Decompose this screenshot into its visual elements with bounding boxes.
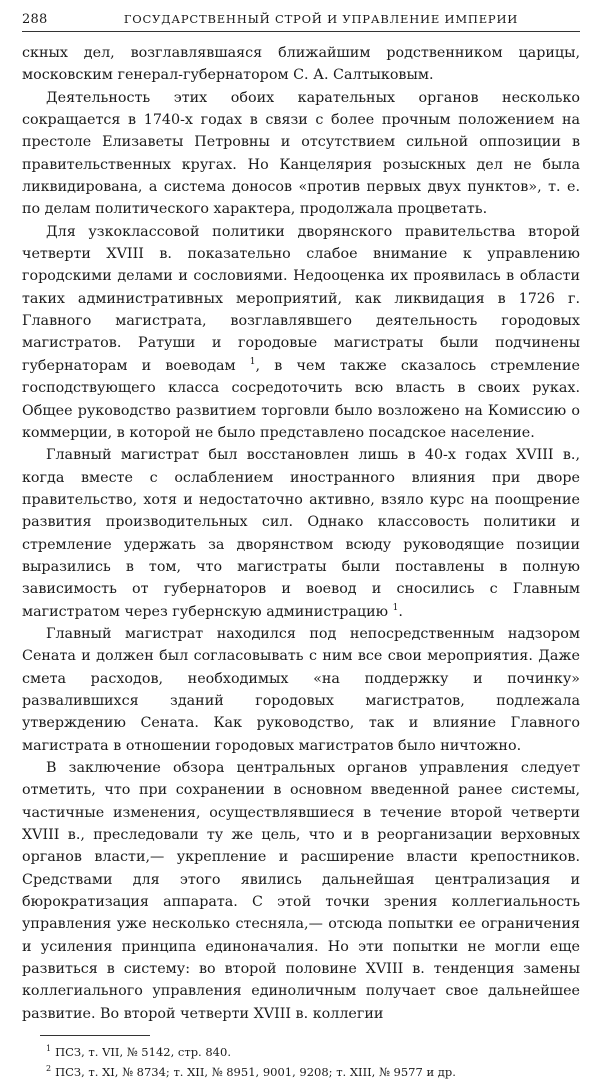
paragraph: В заключение обзора центральных органов управления следует отметить, что при сохранении в основном введенной ранее системы, частичные изменения, осуществлявшиеся в течение второй четверти XVIII в., преследовали ту же цель, что и в реорганизации верховных органов власти,— укрепление и расширение власти крепостников. Средствами для этого явились дальнейшая централизация и бюрократизация аппарата. С этой точки зрения коллегиальность управления уже несколько стесняла,— отсюда попытки ее ограничения и усиления принципа единоначалия. Но эти попытки не могли еще развиться в систему: во второй половине XVIII в. тенденция замены коллегиального управления единоличным получает свое дальнейшее развитие. Во второй четверти XVIII в. коллегии	[22, 760, 580, 1022]
paragraph-text: , в чем также сказалось стремление господствующего класса сосредоточить всю власть в своих руках. Общее руководство развитием торговли было возложено на Комиссию о коммерции, в которой не было представлено посадское население.	[22, 357, 581, 441]
page-body	[22, 42, 580, 1025]
footnote	[22, 1062, 580, 1082]
paragraph: Главный магистрат находился под непосредственным надзором Сената и должен был согласовывать с ним все свои мероприятия. Даже смета расходов, необходимых «на поддержку и починку» развалившихся зданий городовых магистратов, подлежала утверждению Сената. Как руководство, так и влияние Главного магистрата в отношении городовых магистратов было ничтожно.	[22, 625, 580, 754]
footnote-reference: 1	[392, 602, 399, 613]
paragraph	[22, 444, 580, 623]
page-number: 288	[22, 12, 48, 27]
footnote-mark: 1	[46, 1044, 52, 1054]
paragraph-text: .	[398, 603, 403, 620]
running-title: ГОСУДАРСТВЕННЫЙ СТРОЙ И УПРАВЛЕНИЕ ИМПЕРИИ	[123, 12, 519, 26]
footnote-divider	[40, 1035, 150, 1036]
paragraph: Деятельность этих обоих карательных органов несколько сокращается в 1740-х годах в связи с более прочным положением на престоле Елизаветы Петровны и отсутствием сильной оппозиции в правительственных кругах. Но Канцелярия розыскных дел не была ликвидирована, а система доносов «против первых двух пунктов», т. е. по делам политического характера, продолжала процветать.	[22, 89, 580, 218]
footnote-text: ПСЗ, т. XI, № 8734; т. XII, № 8951, 9001, 9208; т. XIII, № 9577 и др.	[55, 1065, 456, 1080]
paragraph	[22, 221, 580, 444]
footnote-reference: 1	[249, 357, 256, 368]
paragraph: скных дел, возглавлявшаяся ближайшим родственником царицы, московским генерал-губернатором С. А. Салтыковым.	[22, 45, 580, 84]
paragraph-text: Главный магистрат был восстановлен лишь в 40-х годах XVIII в., когда вместе с ослаблением иностранного влияния при дворе правительство, хотя и недостаточно активно, взяло курс на поощрение развития производительных сил. Однако классовость политики и стремление удержать за дворянством всюду руководящие позиции выразились в том, что магистраты были поставлены в полную зависимость от губернаторов и воевод и сносились с Главным магистратом через губернскую администрацию	[22, 447, 580, 620]
footnotes	[22, 1042, 580, 1082]
book-page	[22, 12, 580, 1082]
paragraph-text: Для узкоклассовой политики дворянского правительства второй четверти XVIII в. показательно слабое внимание к управлению городскими делами и сословиями. Недооценка их проявилась в области таких административных мероприятий, как ликвидация в 1726 г. Главного магистрата, возглавлявшего деятельность городовых магистратов. Ратуши и городовые магистраты были подчинены губернаторам и воеводам	[22, 223, 580, 374]
page-header	[22, 12, 580, 32]
footnote-text: ПСЗ, т. VII, № 5142, стр. 840.	[55, 1045, 231, 1060]
footnote-mark: 2	[46, 1064, 52, 1074]
footnote	[22, 1042, 580, 1062]
